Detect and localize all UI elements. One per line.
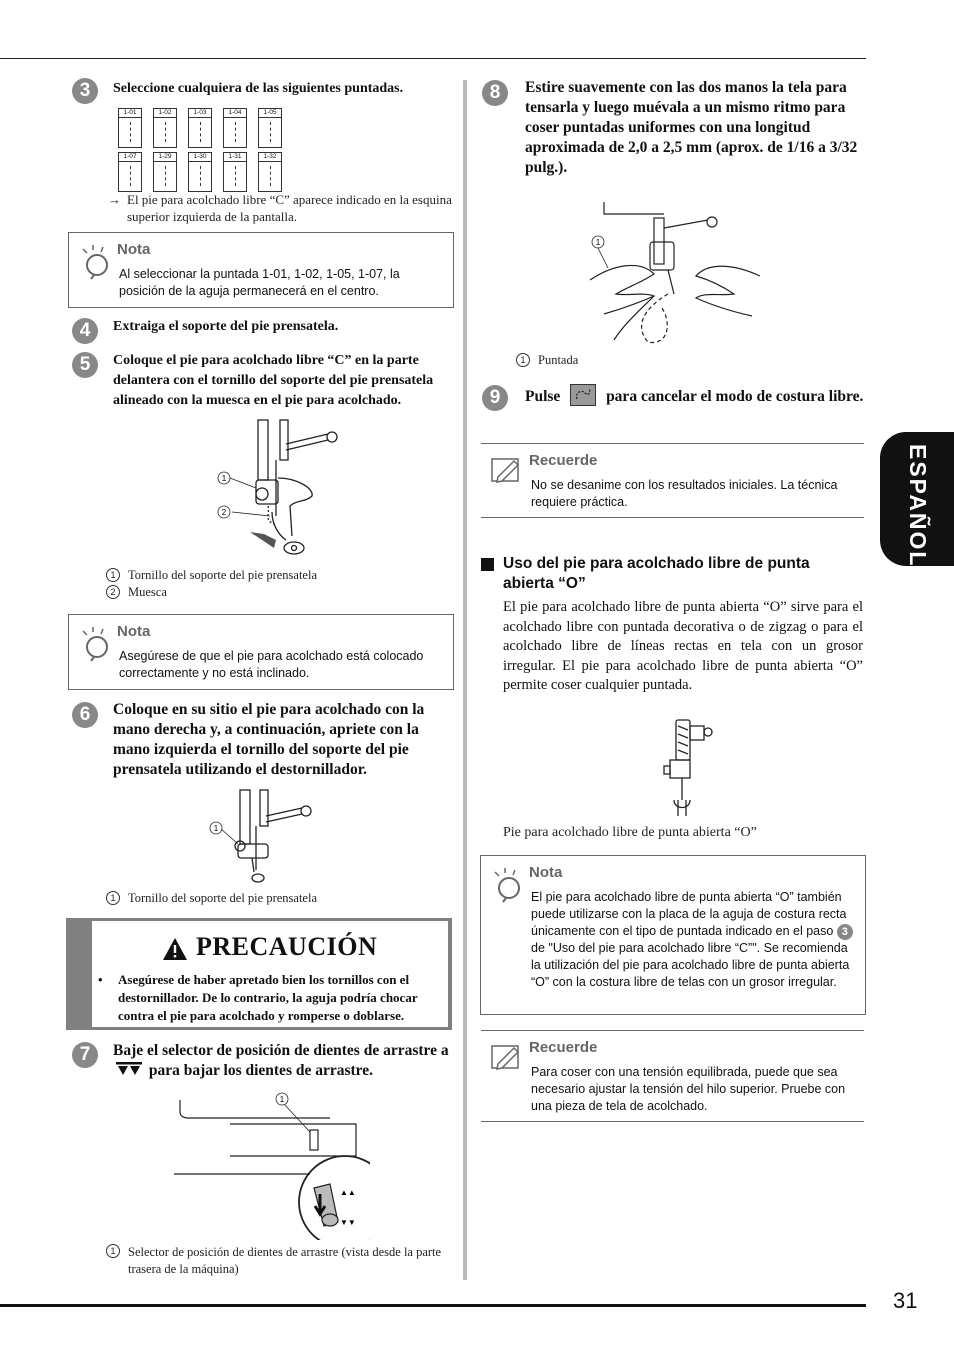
step-8-title: Estire suavemente con las dos manos la tela para tensarla y luego muévala a un mismo ritmo para coser puntadas uniformes con una longitud aproximada de 2,0 a 2,5 mm (aprox. de 1/16 a 3/32 pulg.). [525,79,858,176]
svg-text:1: 1 [279,1095,285,1104]
stitch-pattern-grid [118,108,288,192]
section-title: Uso del pie para acolchado libre de punta abierta “O” [503,555,810,592]
column-divider [463,80,467,1280]
step-3-badge: 3 [72,78,98,104]
figure-caption: 1 Tornillo del soporte del pie prensatela 2 Muesca [106,567,446,601]
step-6-badge: 6 [72,702,98,728]
figure-caption: Pie para acolchado libre de punta abierta “O” [503,825,757,840]
top-rule [0,58,866,59]
step-3-result: El pie para acolchado libre “C” aparece indicado en la esquina superior izquierda de la pantalla. [127,192,452,224]
step-9-badge: 9 [482,385,508,411]
stitch-pattern: 1-01 [118,108,142,148]
note-box [480,855,866,1015]
stitch-pattern: 1-30 [188,152,212,192]
step-7-title: Baje el selector de posición de dientes de arrastre a para bajar los dientes de arrastre. [113,1042,449,1079]
step-3-title: Seleccione cualquiera de las siguientes puntadas. [113,81,404,96]
figure-caption: 1 Selector de posición de dientes de arrastre (vista desde la parte trasera de la máquina) [106,1244,451,1278]
page-number: 31 [893,1288,918,1313]
stitch-pattern: 1-32 [258,152,282,192]
feed-dog-lowered-icon [116,1062,142,1076]
lightbulb-icon [491,866,523,904]
note-box [68,232,454,308]
caution-text: Asegúrese de haber apretado bien los tornillos con el destornillador. De lo contrario, la aguja podría chocar contra el pie para acolchado y romperse o doblarse. [118,972,418,1023]
recuerde-rule [481,1030,864,1031]
free-motion-key-icon [570,384,596,406]
section-bullet-square [481,558,494,571]
step-4-badge: 4 [72,318,98,344]
note-title: Nota [117,241,151,258]
note-text: Asegúrese de que el pie para acolchado está colocado correctamente y no está inclinado. [119,649,424,680]
recuerde-title: Recuerde [529,452,598,469]
stitch-pattern: 1-29 [153,152,177,192]
warning-triangle-icon [162,937,188,961]
lightbulb-icon [79,243,111,281]
lightbulb-icon [79,625,111,663]
svg-text:1: 1 [221,474,227,483]
presser-foot-attach-illustration [216,416,346,564]
memo-pencil-icon [490,1042,522,1072]
feed-dog-lever-illustration [170,1090,370,1240]
step-9-title: Pulse para cancelar el modo de costura libre. [525,384,865,407]
caution-bullet: • [98,972,103,987]
svg-text:2: 2 [221,508,227,517]
language-tab-label: ESPAÑOL [905,444,931,568]
svg-text:▼▼: ▼▼ [340,1218,356,1227]
step-8-badge: 8 [482,80,508,106]
figure-caption: 1 Tornillo del soporte del pie prensatela [106,890,446,907]
recuerde-title: Recuerde [529,1039,598,1056]
stitch-pattern: 1-31 [223,152,247,192]
recuerde-text: No se desanime con los resultados iniciales. La técnica requiere práctica. [531,478,838,509]
note-box [68,614,454,690]
step-4-title: Extraiga el soporte del pie prensatela. [113,319,339,334]
note-text: El pie para acolchado libre de punta abierta “O” también puede utilizarse con la placa de la aguja de costura recta únicamente con el tipo de puntada indicado en el paso 3 de "Uso del pie para acolchado libre “C”". Se recomienda la utilización del pie para acolchado libre de punta abierta “O” con la costura libre de telas con un grosor irregular. [531,889,853,991]
step-5-badge: 5 [72,352,98,378]
section-body: El pie para acolchado libre de punta abierta “O” sirve para el acolchado libre con puntada decorativa o de zigzag o para el acolchado libre de líneas rectas en tela con un grosor irregular. El pie para acolchado libre de punta abierta “O” permite coser cualquier puntada. [503,599,863,693]
stitch-pattern: 1-02 [153,108,177,148]
memo-pencil-icon [490,455,522,485]
stitch-pattern: 1-07 [118,152,142,192]
step-6-title: Coloque en su sitio el pie para acolchado con la mano derecha y, a continuación, apriete con la mano izquierda el tornillo del soporte del pie prensatela utilizando el destornillador. [113,701,425,778]
caution-box [66,918,452,1030]
svg-text:1: 1 [595,238,601,247]
language-tab [880,432,954,566]
open-toe-foot-illustration [660,716,714,820]
recuerde-rule [481,517,864,518]
note-text: Al seleccionar la puntada 1-01, 1-02, 1-05, 1-07, la posición de la aguja permanecerá en el centro. [119,267,400,298]
stitch-pattern: 1-03 [188,108,212,148]
step-5-title: Coloque el pie para acolchado libre “C” en la parte delantera con el tornillo del soporte del pie prensatela alineado con la muesca en el pie para acolchado. [113,353,434,408]
recuerde-rule [481,1121,864,1122]
note-title: Nota [117,623,151,640]
step-reference-badge: 3 [837,924,853,940]
svg-text:1: 1 [213,824,219,833]
quilting-hands-illustration [584,198,774,348]
recuerde-rule [481,443,864,444]
recuerde-text: Para coser con una tensión equilibrada, puede que sea necesario ajustar la tensión del hilo superior. Pruebe con una pieza de tela de acolchado. [531,1065,846,1113]
caution-inner [92,921,448,1027]
step-7-badge: 7 [72,1042,98,1068]
caution-title: PRECAUCIÓN [196,932,378,961]
result-arrow: → [108,192,121,207]
screw-tightening-illustration [208,786,318,886]
note-title: Nota [529,864,563,881]
stitch-pattern: 1-05 [258,108,282,148]
figure-caption: 1 Puntada [516,352,856,369]
bottom-rule [0,1304,866,1307]
svg-text:▲▲: ▲▲ [340,1188,356,1197]
stitch-pattern: 1-04 [223,108,247,148]
